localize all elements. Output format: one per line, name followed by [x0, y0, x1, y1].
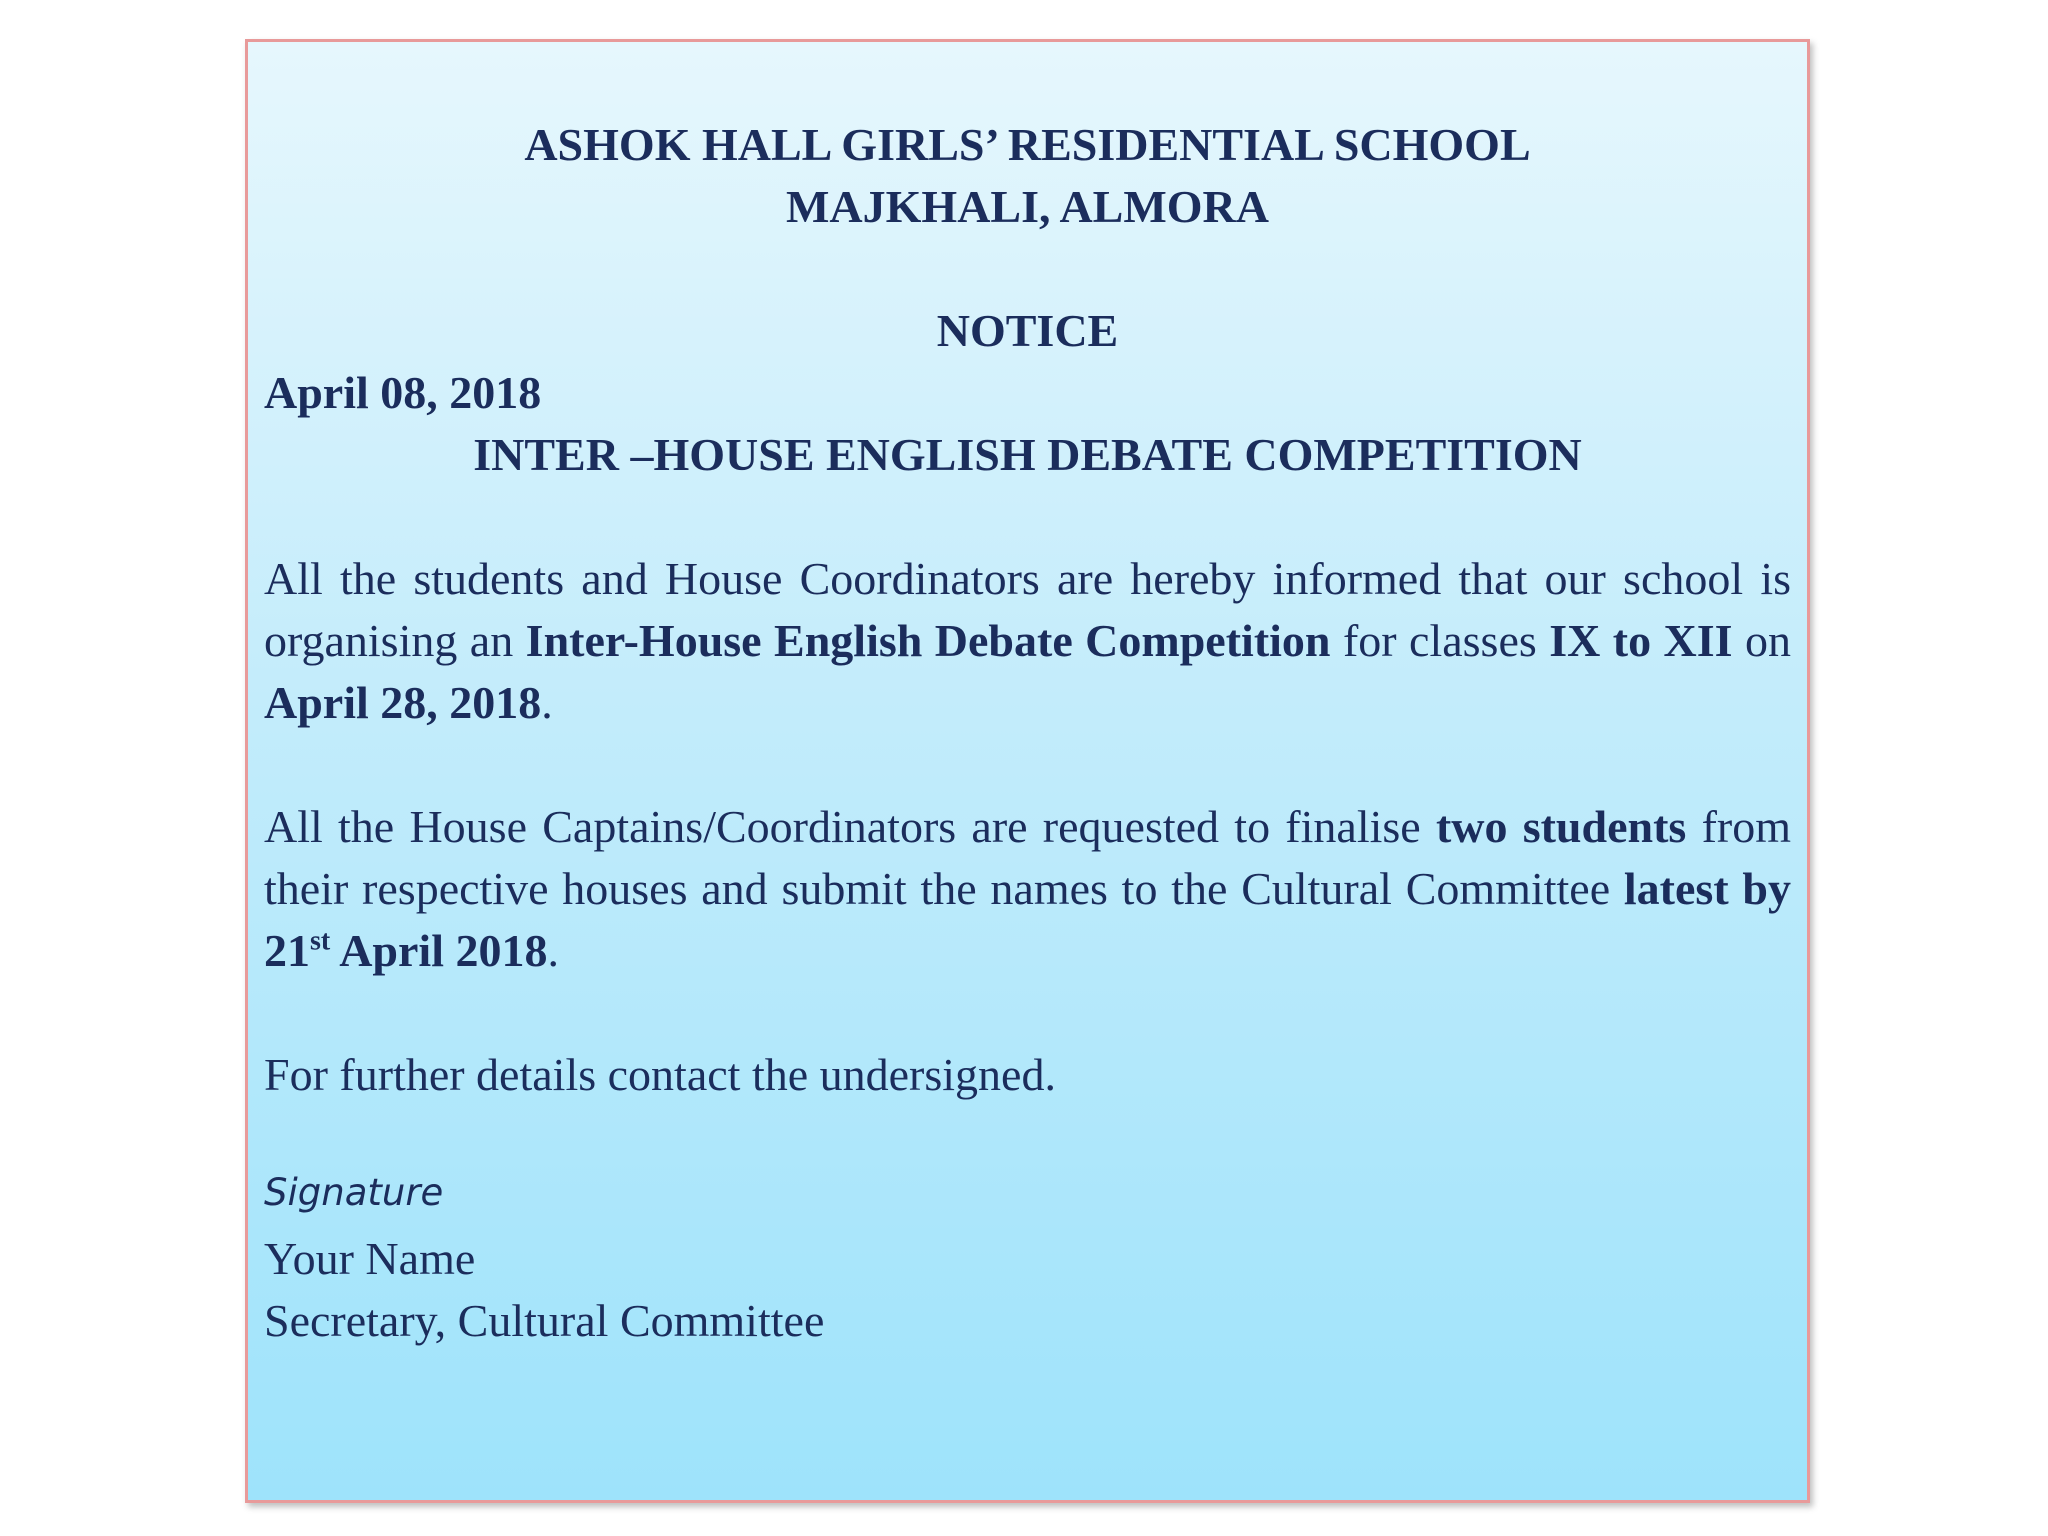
para1-text-3: on	[1732, 615, 1792, 666]
competition-name: Inter-House English Debate Competition	[525, 615, 1331, 666]
event-title: INTER –HOUSE ENGLISH DEBATE COMPETITION	[473, 429, 1582, 480]
signer-role: Secretary, Cultural Committee	[264, 1295, 825, 1346]
para2-text-3: .	[547, 925, 559, 976]
para2-text-2: from their respective houses and submit the names to the Cultural Committee	[264, 801, 1791, 914]
school-name: ASHOK HALL GIRLS’ RESIDENTIAL SCHOOL	[524, 119, 1531, 170]
para2-text-1: All the House Captains/Coordinators are requested to finalise	[264, 801, 1436, 852]
deadline-date: April 2018	[330, 925, 548, 976]
signature: Signature	[264, 1171, 444, 1214]
para1-text-2: for classes	[1330, 615, 1550, 666]
deadline-ordinal: st	[310, 925, 331, 957]
deadline-prefix: latest by 21	[264, 863, 1791, 976]
para1-text-1: All the students and House Coordinators are hereby informed that our school is organising an	[264, 553, 1791, 666]
para1-text-4: .	[541, 677, 553, 728]
notice-title: NOTICE	[936, 305, 1119, 356]
notice-date: April 08, 2018	[264, 367, 542, 418]
contact-paragraph: For further details contact the undersigned.	[264, 1049, 1056, 1100]
notice-content	[264, 114, 1791, 1352]
instruction-paragraph	[264, 796, 1791, 982]
notice-card	[245, 39, 1810, 1503]
signer-name: Your Name	[264, 1233, 476, 1284]
classes-range: IX to XII	[1549, 615, 1733, 666]
announcement-paragraph	[264, 548, 1791, 734]
competition-date: April 28, 2018	[264, 677, 542, 728]
participant-count: two students	[1435, 801, 1687, 852]
school-location: MAJKHALI, ALMORA	[786, 181, 1269, 232]
